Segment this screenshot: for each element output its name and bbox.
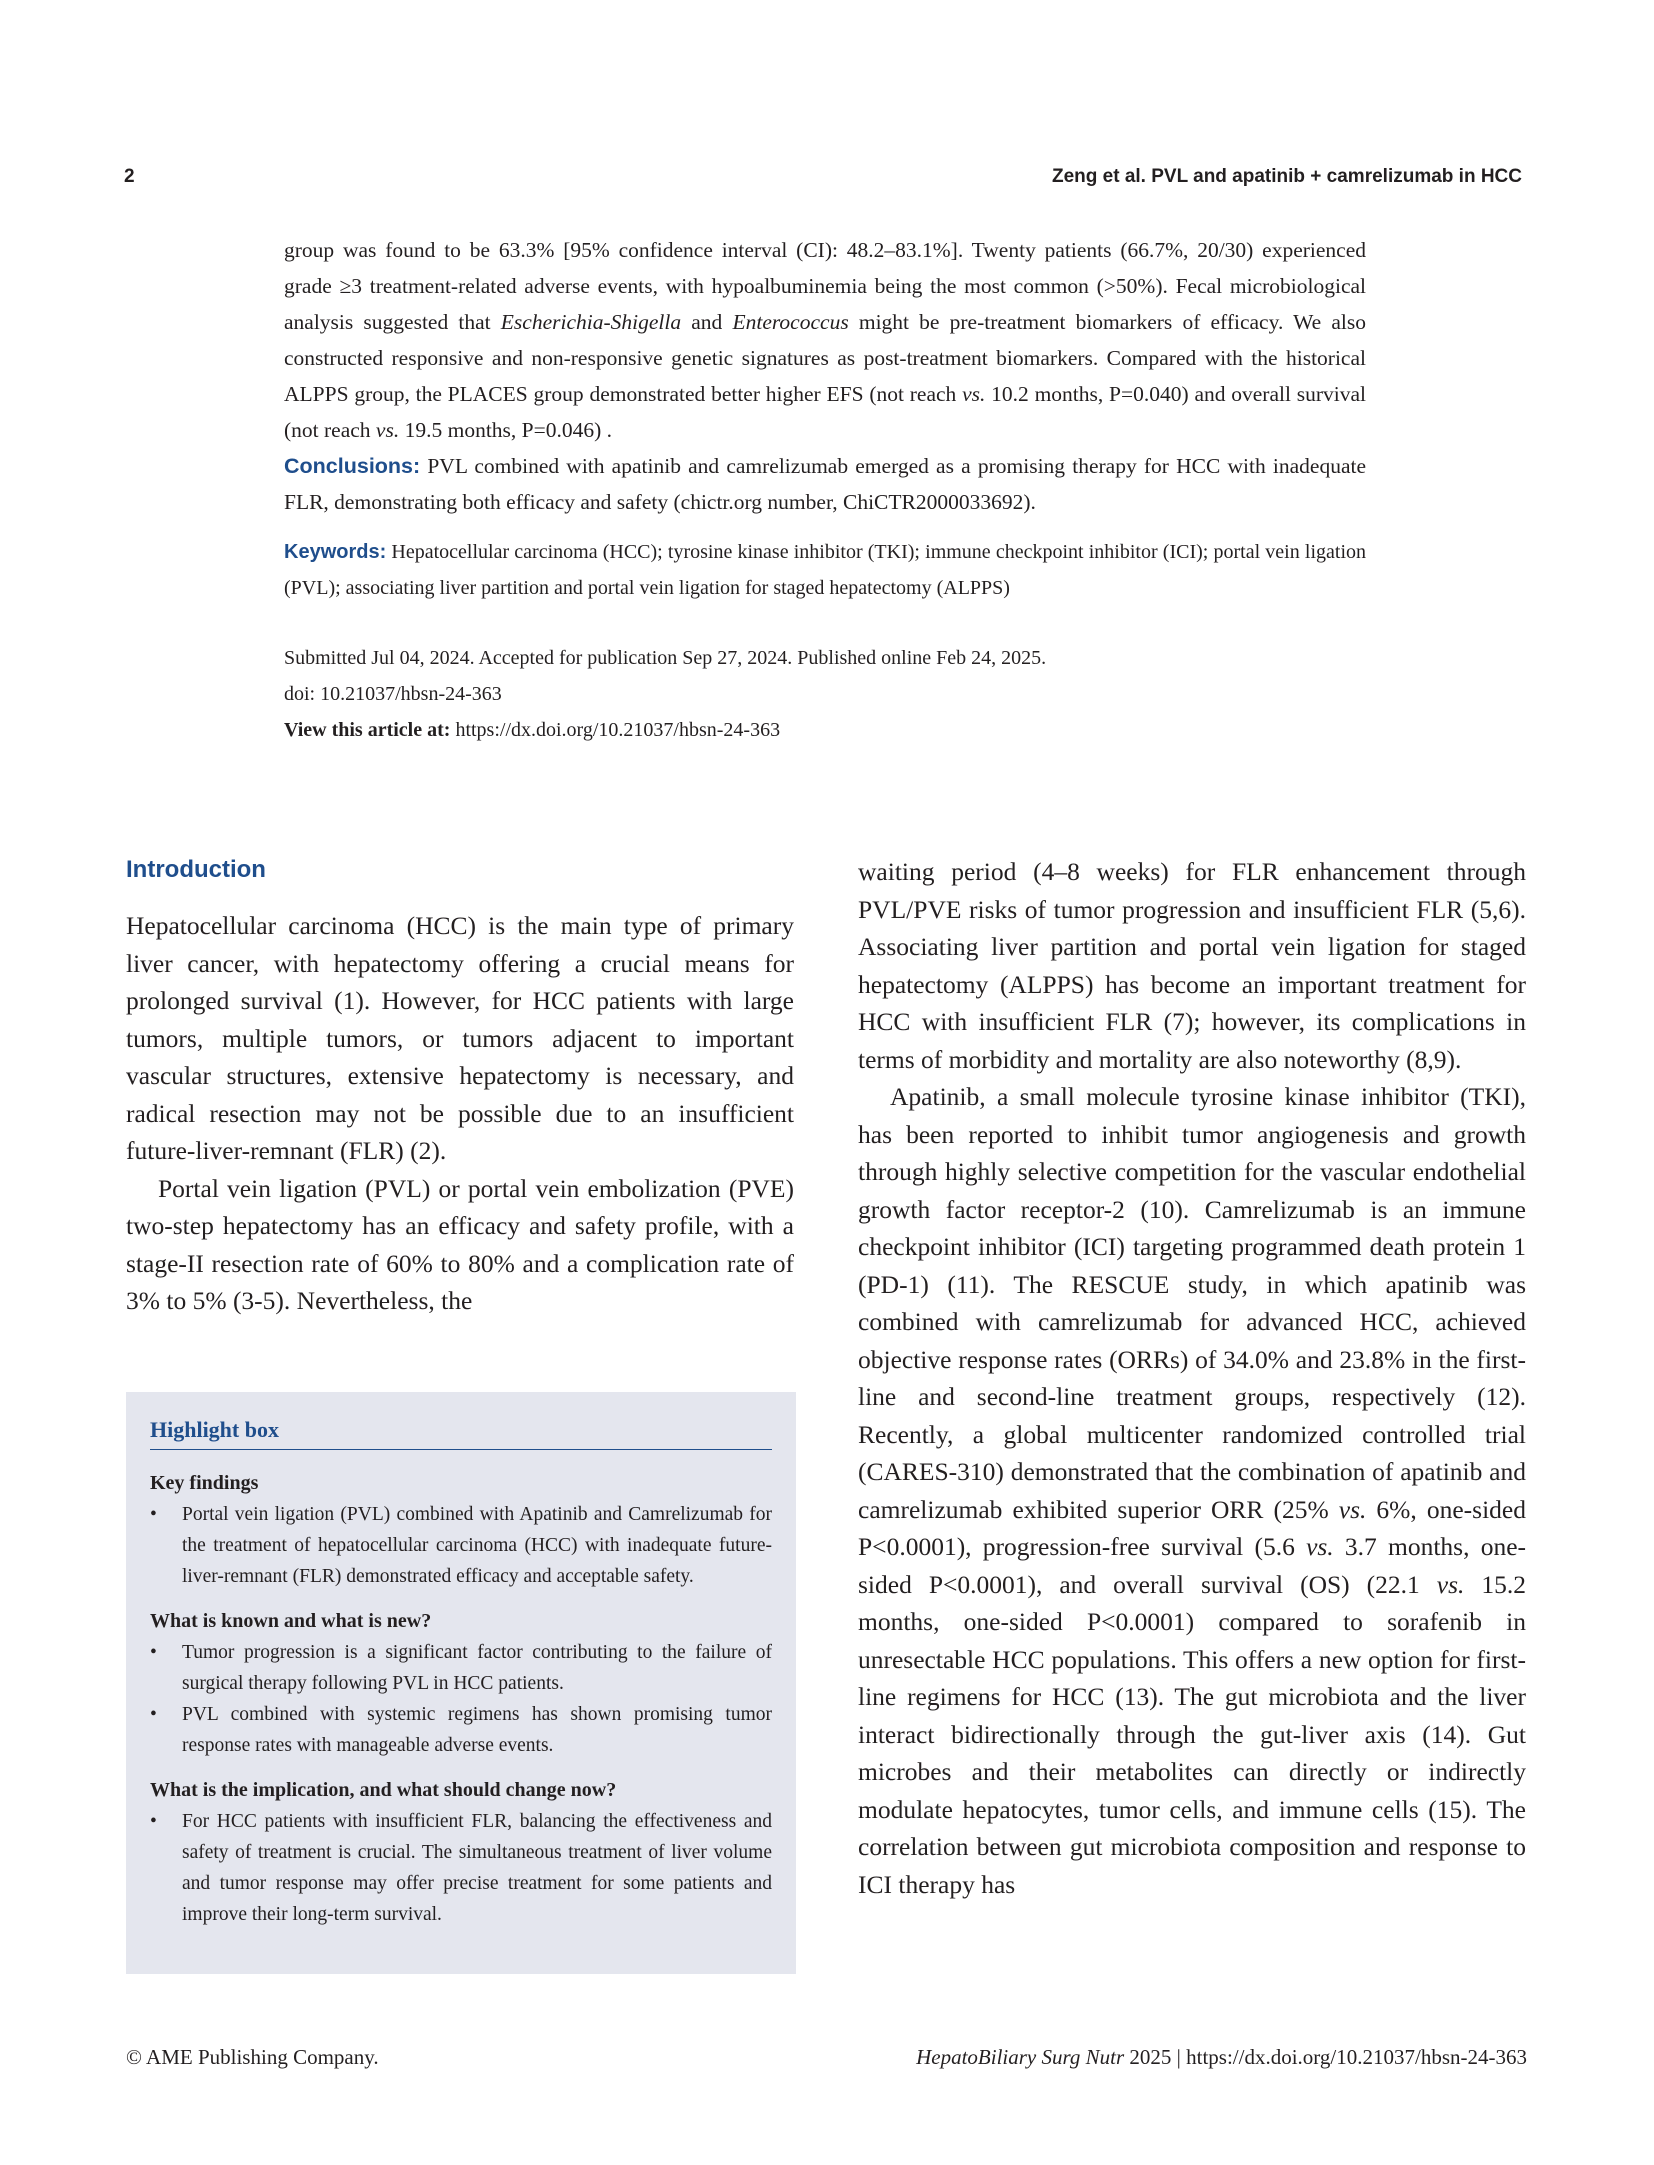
list-item: • Portal vein ligation (PVL) combined with Apatinib and Camrelizumab for the treatment of hepatocellular carcinoma (HCC) with inadequate future-liver-remnant (FLR) demonstrated efficacy and acceptable safety. [150, 1499, 772, 1592]
footer-link[interactable]: https://dx.doi.org/10.21037/hbsn-24-363 [1186, 2045, 1527, 2069]
list-item: • For HCC patients with insufficient FLR, balancing the effectiveness and safety of treatment is crucial. The simultaneous treatment of liver volume and tumor response may offer precise treatment for some patients and improve their long-term survival. [150, 1806, 772, 1930]
bullet-icon: • [150, 1811, 157, 1832]
list-item: • PVL combined with systemic regimens has shown promising tumor response rates with manageable adverse events. [150, 1699, 772, 1761]
doi: doi: 10.21037/hbsn-24-363 [284, 683, 502, 705]
left-column [126, 907, 794, 1320]
submission-dates: Submitted Jul 04, 2024. Accepted for publication Sep 27, 2024. Published online Feb 24, 2025. [284, 647, 1047, 669]
right-paragraph-1: waiting period (4–8 weeks) for FLR enhancement through PVL/PVE risks of tumor progression and insufficient FLR (5,6). Associating liver partition and portal vein ligation for staged hepatectomy (ALPPS) has become an important treatment for HCC with insufficient FLR (7); however, its complications in terms of morbidity and mortality are also noteworthy (8,9). [858, 857, 1526, 1074]
running-title: Zeng et al. PVL and apatinib + camrelizumab in HCC [1052, 166, 1522, 187]
conclusions-label: Conclusions: [284, 454, 421, 478]
footer-copyright: © AME Publishing Company. [126, 2045, 379, 2069]
intro-paragraph-1: Hepatocellular carcinoma (HCC) is the main type of primary liver cancer, with hepatectomy offering a crucial means for prolonged survival (1). However, for HCC patients with large tumors, multiple tumors, or tumors adjacent to important vascular structures, extensive hepatectomy is necessary, and radical resection may not be possible due to an insufficient future-liver-remnant (FLR) (2). [126, 911, 794, 1165]
article-link[interactable]: https://dx.doi.org/10.21037/hbsn-24-363 [450, 719, 781, 741]
genus-enterococcus: Enterococcus [732, 310, 849, 334]
bullet-icon: • [150, 1504, 157, 1525]
section-title-introduction: Introduction [126, 856, 266, 883]
right-paragraph-2: Apatinib, a small molecule tyrosine kinase inhibitor (TKI), has been reported to inhibit tumor angiogenesis and growth through highly selective competition for the vascular endothelial growth factor receptor-2 (10). Camrelizumab is an immune checkpoint inhibitor (ICI) targeting programmed death protein 1 (PD-1) (11). The RESCUE study, in which apatinib was combined with camrelizumab for advanced HCC, achieved objective response rates (ORRs) of 34.0% and 23.8% in the first-line and second-line treatment groups, respectively (12). Recently, a global multicenter randomized controlled trial (CARES-310) demonstrated that the combination of apatinib and camrelizumab exhibited superior ORR (25% vs. 6%, one-sided P<0.0001), progression-free survival (5.6 vs. 3.7 months, one-sided P<0.0001), and overall survival (OS) (22.1 vs. 15.2 months, one-sided P<0.0001) compared to sorafenib in unresectable HCC populations. This offers a new option for first-line regimens for HCC (13). The gut microbiota and the liver interact bidirectionally through the gut-liver axis (14). Gut microbes and their metabolites can directly or indirectly modulate hepatocytes, tumor cells, and immune cells (15). The correlation between gut microbiota composition and response to ICI therapy has [858, 1082, 1527, 1899]
right-column [858, 853, 1526, 1903]
bullet-icon: • [150, 1642, 157, 1663]
keywords-label: Keywords: [284, 541, 387, 563]
journal-name: HepatoBiliary Surg Nutr [916, 2045, 1125, 2069]
highlight-heading-implication: What is the implication, and what should change now? [150, 1779, 617, 1801]
highlight-heading-key-findings: Key findings [150, 1472, 259, 1494]
highlight-box-title: Highlight box [150, 1414, 772, 1450]
bullet-icon: • [150, 1704, 157, 1725]
keywords: Keywords: Hepatocellular carcinoma (HCC); tyrosine kinase inhibitor (TKI); immune checkpoint inhibitor (ICI); portal vein ligation (PVL); associating liver partition and portal vein ligation for staged hepatectomy (ALPPS) [284, 541, 1366, 599]
abstract-results: group was found to be 63.3% [95% confidence interval (CI): 48.2–83.1%]. Twenty patients (66.7%, 20/30) experienced grade ≥3 treatment-related adverse events, with hypoalbuminemia being the most common (>50%). Fecal microbiological analysis suggested that Escherichia-Shigella and Enterococcus might be pre-treatment biomarkers of efficacy. We also constructed responsive and non-responsive genetic signatures as post-treatment biomarkers. Compared with the historical ALPPS group, the PLACES group demonstrated better higher EFS (not reach vs. 10.2 months, P=0.040) and overall survival (not reach vs. 19.5 months, P=0.046) . [284, 238, 1367, 442]
abstract [284, 232, 1366, 748]
footer-citation: HepatoBiliary Surg Nutr 2025 | https://dx.doi.org/10.21037/hbsn-24-363 [916, 2045, 1527, 2069]
highlight-box [126, 1392, 796, 1974]
page-number: 2 [124, 166, 135, 187]
abstract-conclusions: Conclusions: PVL combined with apatinib and camrelizumab emerged as a promising therapy for HCC with inadequate FLR, demonstrating both efficacy and safety (chictr.org number, ChiCTR2000033692). [284, 454, 1366, 514]
view-article: View this article at: https://dx.doi.org/10.21037/hbsn-24-363 [284, 719, 781, 741]
list-item: • Tumor progression is a significant factor contributing to the failure of surgical therapy following PVL in HCC patients. [150, 1637, 772, 1699]
intro-paragraph-2: Portal vein ligation (PVL) or portal vein embolization (PVE) two-step hepatectomy has an efficacy and safety profile, with a stage-II resection rate of 60% to 80% and a complication rate of 3% to 5% (3-5). Nevertheless, the [126, 1173, 794, 1315]
highlight-heading-known-new: What is known and what is new? [150, 1610, 432, 1632]
genus-escherichia: Escherichia-Shigella [500, 310, 682, 334]
